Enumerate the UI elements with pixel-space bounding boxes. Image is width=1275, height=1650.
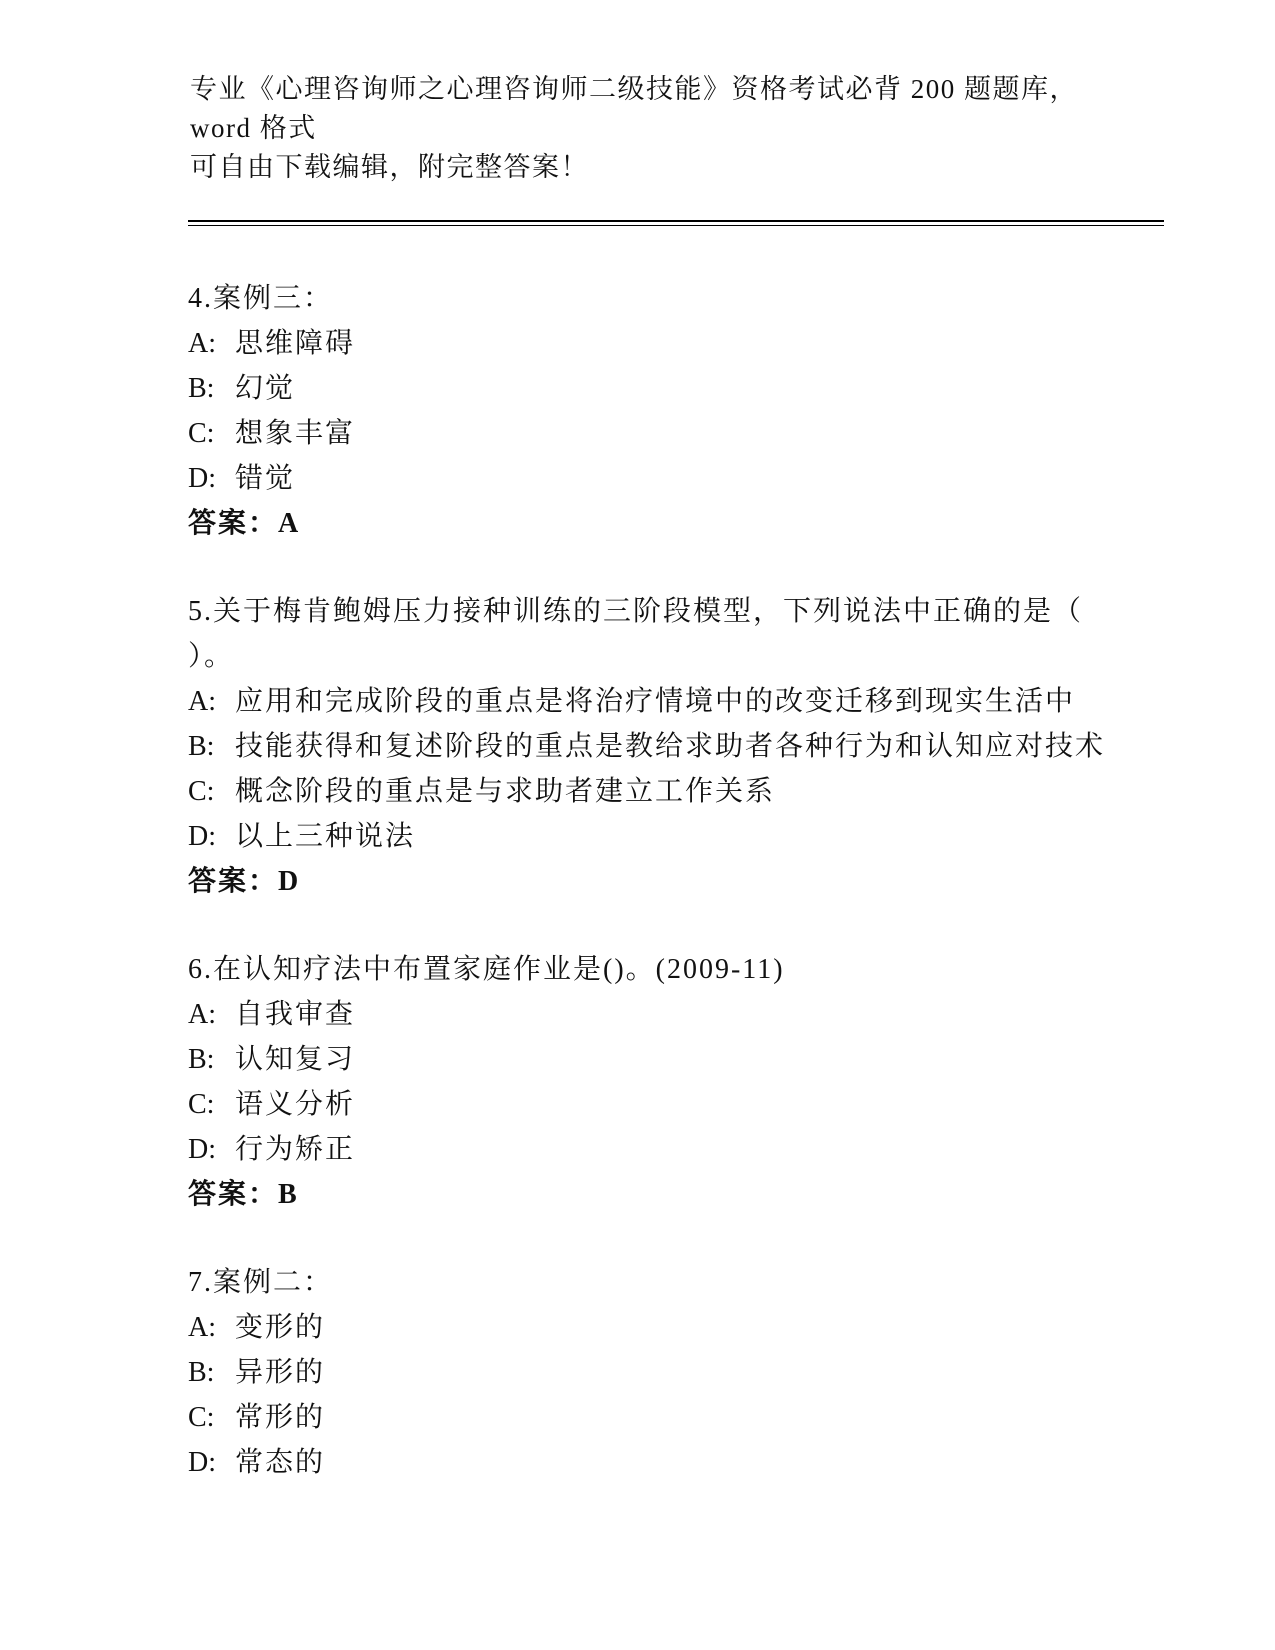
option-row xyxy=(188,1082,1168,1127)
document-header xyxy=(190,0,1135,187)
divider-thin-rule xyxy=(188,225,1164,226)
option-label: C: xyxy=(188,1089,215,1120)
option-row xyxy=(188,1440,1168,1485)
option-text: 常形的 xyxy=(235,1402,326,1433)
option-row xyxy=(188,1127,1168,1172)
option-text: 自我审查 xyxy=(235,999,356,1030)
option-label: D: xyxy=(188,463,216,494)
question-block-5 xyxy=(188,589,1168,904)
option-text: 认知复习 xyxy=(235,1044,356,1075)
option-row xyxy=(188,456,1168,501)
question-stem: 5.关于梅肯鲍姆压力接种训练的三阶段模型，下列说法中正确的是（ xyxy=(188,596,1084,627)
option-row xyxy=(188,679,1168,724)
divider-thick-rule xyxy=(188,220,1164,222)
option-text: 想象丰富 xyxy=(235,418,356,449)
option-text: 异形的 xyxy=(235,1357,326,1388)
option-row xyxy=(188,1305,1168,1350)
option-label: A: xyxy=(188,328,216,359)
option-text: 应用和完成阶段的重点是将治疗情境中的改变迁移到现实生活中 xyxy=(235,686,1076,717)
question-stem-continued: ）。 xyxy=(188,641,235,672)
question-block-4 xyxy=(188,276,1168,546)
option-row xyxy=(188,1350,1168,1395)
question-block-6 xyxy=(188,947,1168,1217)
option-text: 变形的 xyxy=(235,1312,326,1343)
option-text: 思维障碍 xyxy=(235,328,356,359)
option-row xyxy=(188,1395,1168,1440)
option-text: 技能获得和复述阶段的重点是教给求助者各种行为和认知应对技术 xyxy=(235,731,1106,762)
option-label: D: xyxy=(188,1134,216,1165)
option-text: 概念阶段的重点是与求助者建立工作关系 xyxy=(235,776,776,807)
option-row xyxy=(188,321,1168,366)
question-stem: 4.案例三： xyxy=(188,283,334,314)
question-stem: 6.在认知疗法中布置家庭作业是()。(2009-11) xyxy=(188,954,785,985)
option-row xyxy=(188,1037,1168,1082)
option-text: 以上三种说法 xyxy=(235,821,416,852)
option-row xyxy=(188,724,1168,769)
question-stem: 7.案例二： xyxy=(188,1267,334,1298)
header-line: 可自由下载编辑，附完整答案！ xyxy=(190,152,589,182)
option-text: 常态的 xyxy=(235,1447,326,1478)
option-text: 行为矫正 xyxy=(235,1134,356,1165)
header-divider xyxy=(188,220,1164,226)
option-row xyxy=(188,992,1168,1037)
option-text: 语义分析 xyxy=(235,1089,356,1120)
option-label: C: xyxy=(188,1402,215,1433)
question-block-7 xyxy=(188,1260,1168,1485)
option-label: A: xyxy=(188,1312,216,1343)
questions-list xyxy=(188,276,1168,1485)
option-row xyxy=(188,411,1168,456)
option-row xyxy=(188,769,1168,814)
option-label: A: xyxy=(188,999,216,1030)
option-label: A: xyxy=(188,686,216,717)
option-label: C: xyxy=(188,776,215,807)
option-text: 幻觉 xyxy=(235,373,296,404)
answer-line: 答案：B xyxy=(188,1179,299,1210)
option-row xyxy=(188,814,1168,859)
answer-line: 答案：D xyxy=(188,866,301,897)
option-label: B: xyxy=(188,373,215,404)
header-line: 专业《心理咨询师之心理咨询师二级技能》资格考试必背 200 题题库，word 格式 xyxy=(190,74,1078,143)
option-label: B: xyxy=(188,1044,215,1075)
option-row xyxy=(188,366,1168,411)
answer-line: 答案：A xyxy=(188,508,301,539)
option-label: D: xyxy=(188,821,216,852)
option-label: B: xyxy=(188,731,215,762)
option-label: C: xyxy=(188,418,215,449)
option-label: B: xyxy=(188,1357,215,1388)
option-label: D: xyxy=(188,1447,216,1478)
option-text: 错觉 xyxy=(235,463,296,494)
